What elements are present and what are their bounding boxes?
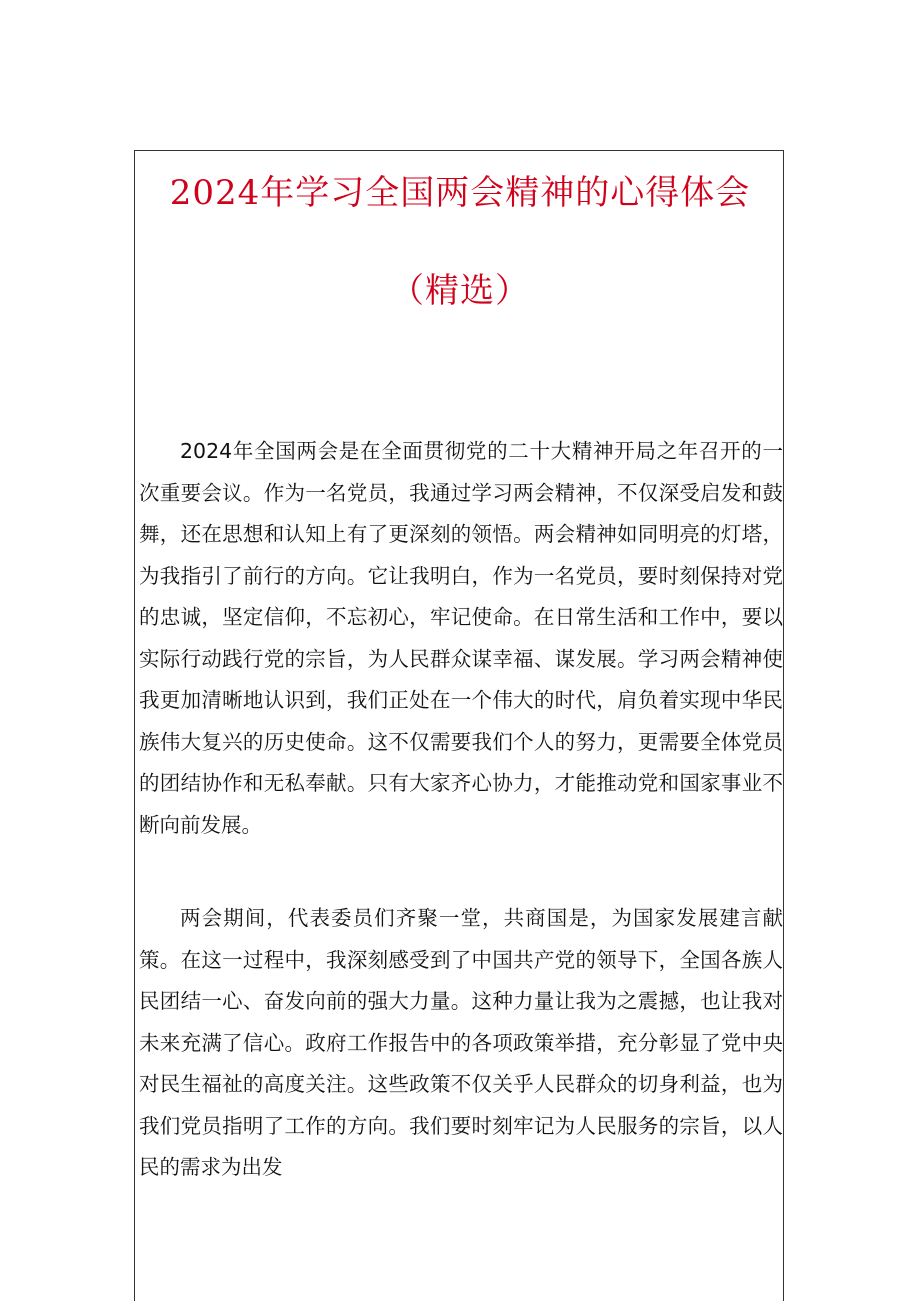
paragraph-2: 两会期间，代表委员们齐聚一堂，共商国是，为国家发展建言献策。在这一过程中，我深刻感受到了中国共产党的领导下，全国各族人民团结一心、奋发向前的强大力量。这种力量让我为之震撼，也让我对未来充满了信心。政府工作报告中的各项政策举措，充分彰显了党中央对民生福祉的高度关注。这些政策不仅关乎人民群众的切身利益，也为我们党员指明了工作的方向。我们要时刻牢记为人民服务的宗旨，以人民的需求为出发: [139, 906, 783, 1179]
paragraph-1: 2024年全国两会是在全面贯彻党的二十大精神开局之年召开的一次重要会议。作为一名党员，我通过学习两会精神，不仅深受启发和鼓舞，还在思想和认知上有了更深刻的领悟。两会精神如同明亮的灯塔，为我指引了前行的方向。它让我明白，作为一名党员，要时刻保持对党的忠诚，坚定信仰，不忘初心，牢记使命。在日常生活和工作中，要以实际行动践行党的宗旨，为人民群众谋幸福、谋发展。学习两会精神使我更加清晰地认识到，我们正处在一个伟大的时代，肩负着实现中华民族伟大复兴的历史使命。这不仅需要我们个人的努力，更需要全体党员的团结协作和无私奉献。只有大家齐心协力，才能推动党和国家事业不断向前发展。: [139, 439, 783, 837]
document-page: [134, 150, 784, 1301]
document-title: 2024年学习全国两会精神的心得体会: [169, 173, 751, 213]
document-subtitle: （精选）: [390, 271, 530, 311]
